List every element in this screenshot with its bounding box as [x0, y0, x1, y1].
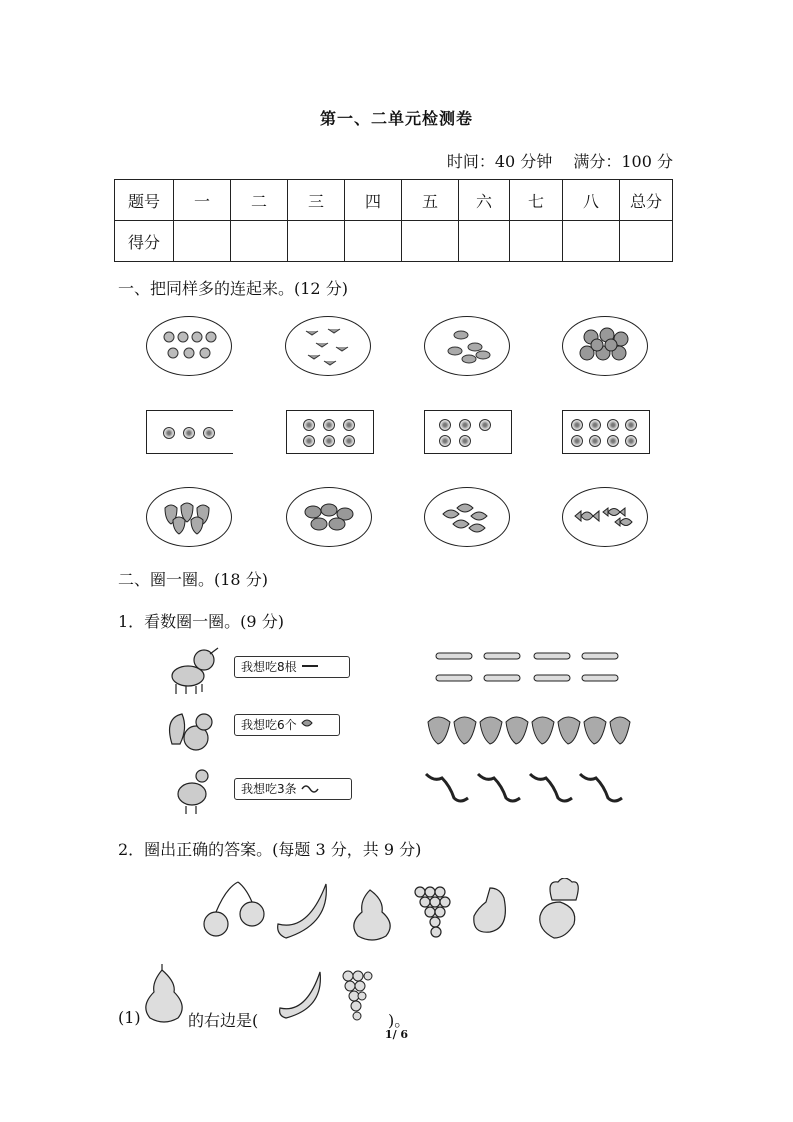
dot — [343, 419, 355, 431]
score-input-cell[interactable] — [510, 221, 563, 262]
eggplant-icon — [474, 888, 506, 932]
bone-icon — [300, 661, 320, 671]
exam-time: 时间：40 分钟 — [446, 152, 553, 171]
score-input-cell[interactable] — [345, 221, 402, 262]
table-cell: 一 — [174, 180, 231, 221]
dot — [479, 419, 491, 431]
oval-group[interactable] — [146, 316, 232, 376]
pine-cones-icon[interactable] — [424, 708, 634, 748]
section1-heading: 一、把同样多的连起来。(12 分) — [118, 279, 348, 298]
dot-box-6[interactable] — [286, 410, 374, 454]
cherries-icon — [204, 882, 264, 936]
dot — [439, 419, 451, 431]
oval-group[interactable] — [424, 487, 510, 547]
section2-heading: 二、圈一圈。(18 分) — [118, 570, 268, 589]
exam-info — [431, 149, 673, 172]
pear-icon — [140, 962, 186, 1024]
apples-icon — [563, 317, 647, 375]
potatoes-icon — [287, 488, 371, 546]
dot — [459, 419, 471, 431]
fish-icon — [425, 317, 509, 375]
score-input-cell[interactable] — [174, 221, 231, 262]
speech-bubble — [234, 778, 352, 800]
oval-group[interactable] — [562, 316, 648, 376]
dot-box-3[interactable] — [146, 410, 233, 454]
dot — [183, 427, 195, 439]
rooster-icon — [166, 762, 222, 816]
oval-group[interactable] — [285, 316, 371, 376]
score-table-header-row — [115, 180, 673, 221]
candies-icon — [563, 488, 647, 546]
dot — [459, 435, 471, 447]
dot-box-8[interactable] — [562, 410, 650, 454]
pine-cone-icon — [300, 717, 314, 729]
dot — [323, 435, 335, 447]
speech-bubble — [234, 714, 340, 736]
worms-icon[interactable] — [420, 768, 630, 808]
dot — [625, 419, 637, 431]
strawberries-icon — [147, 488, 231, 546]
table-cell: 七 — [510, 180, 563, 221]
oval-group[interactable] — [146, 487, 232, 547]
dot — [303, 419, 315, 431]
score-input-cell[interactable] — [563, 221, 620, 262]
fruit-row — [200, 878, 590, 942]
score-input-cell[interactable] — [231, 221, 288, 262]
peppers-icon — [425, 488, 509, 546]
score-input-cell[interactable] — [402, 221, 459, 262]
table-cell: 五 — [402, 180, 459, 221]
animals-icon — [147, 317, 231, 375]
score-input-cell[interactable] — [620, 221, 673, 262]
grapes-icon — [415, 887, 450, 937]
table-cell: 得分 — [115, 221, 174, 262]
oval-group[interactable] — [286, 487, 372, 547]
q2-item1-prefix: (1) — [118, 1008, 141, 1027]
table-cell: 二 — [231, 180, 288, 221]
q2-item1-text: 的右边是( — [188, 1011, 259, 1030]
grapes-answer-option[interactable] — [338, 964, 374, 1022]
q2-item1-suffix: )。 — [388, 1011, 411, 1030]
dot — [303, 435, 315, 447]
table-cell: 八 — [563, 180, 620, 221]
dot — [571, 435, 583, 447]
dot — [163, 427, 175, 439]
page-title: 第一、二单元检测卷 — [319, 109, 473, 128]
oval-group[interactable] — [424, 316, 510, 376]
dot — [439, 435, 451, 447]
q2-heading: 2．圈出正确的答案。(每题 3 分，共 9 分) — [118, 840, 422, 859]
score-table — [114, 179, 673, 262]
dot — [203, 427, 215, 439]
dot — [589, 435, 601, 447]
bananas-icon — [278, 884, 327, 938]
table-cell: 六 — [459, 180, 510, 221]
speech-bubble — [234, 656, 350, 678]
dot — [323, 419, 335, 431]
pear-icon — [354, 890, 390, 940]
radish-icon — [540, 878, 578, 938]
dog-icon — [162, 644, 222, 696]
page-number: 1/ 6 — [384, 1028, 409, 1041]
squirrel-icon — [162, 704, 222, 756]
dot — [571, 419, 583, 431]
worm-icon — [300, 783, 320, 793]
exam-full-score: 满分：100 分 — [573, 152, 673, 171]
dot — [589, 419, 601, 431]
dot — [343, 435, 355, 447]
bubble-text: 我想吃6个 — [241, 718, 297, 732]
q1-heading: 1．看数圈一圈。(9 分) — [118, 612, 284, 631]
bubble-text: 我想吃8根 — [241, 660, 297, 674]
dot — [625, 435, 637, 447]
birds-icon — [286, 317, 370, 375]
dot — [607, 435, 619, 447]
bananas-answer-option[interactable] — [276, 968, 324, 1020]
bubble-text: 我想吃3条 — [241, 782, 297, 796]
dot — [607, 419, 619, 431]
score-table-score-row — [115, 221, 673, 262]
table-cell: 四 — [345, 180, 402, 221]
table-cell: 总分 — [620, 180, 673, 221]
score-input-cell[interactable] — [288, 221, 345, 262]
table-cell: 三 — [288, 180, 345, 221]
bones-icon[interactable] — [430, 648, 630, 688]
dot-box-5[interactable] — [424, 410, 512, 454]
oval-group[interactable] — [562, 487, 648, 547]
score-input-cell[interactable] — [459, 221, 510, 262]
table-cell: 题号 — [115, 180, 174, 221]
